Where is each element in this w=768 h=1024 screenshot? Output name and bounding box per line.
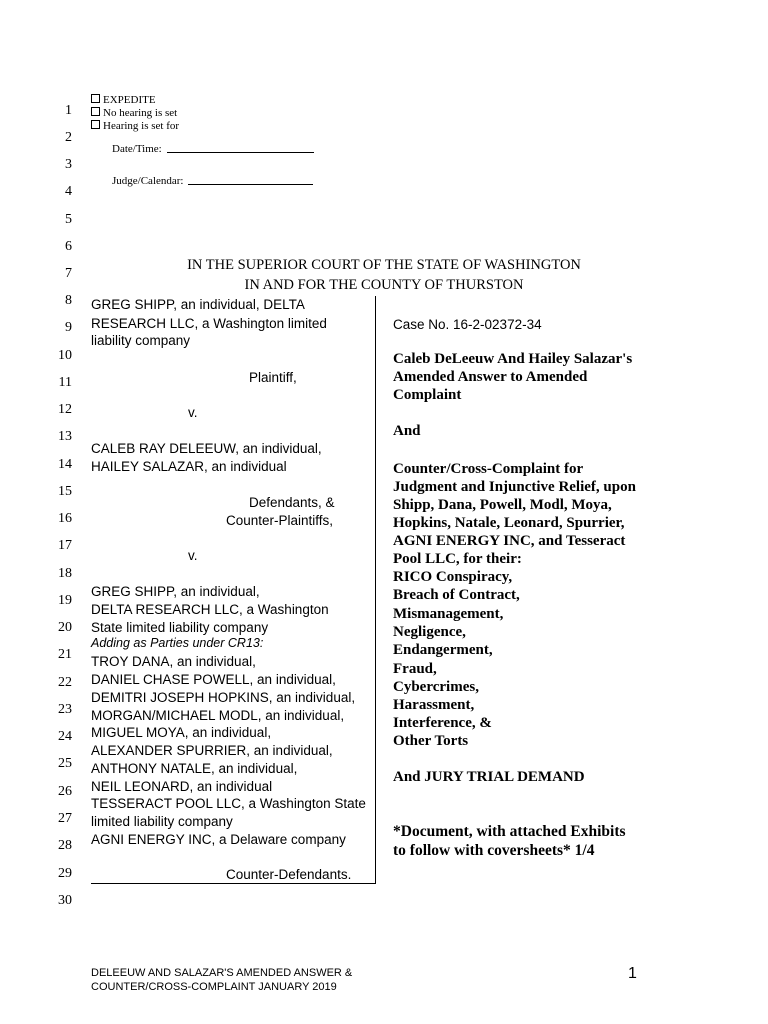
claims-line: Endangerment,	[393, 642, 493, 658]
counter-defendant-line: DEMITRI JOSEPH HOPKINS, an individual,	[91, 690, 356, 705]
line-number: 9	[65, 320, 72, 335]
counter-defendant-line: DELTA RESEARCH LLC, a Washington	[91, 602, 329, 617]
counter-defendant-line: AGNI ENERGY INC, a Delaware company	[91, 832, 346, 847]
claims-line: Hopkins, Natale, Leonard, Spurrier,	[393, 515, 625, 531]
checkbox-icon[interactable]	[91, 120, 100, 129]
line-number: 16	[58, 511, 72, 526]
date-time-field[interactable]	[112, 141, 314, 156]
counter-plaintiffs-label: Counter-Plaintiffs,	[226, 513, 334, 528]
line-number: 23	[58, 702, 72, 717]
and-label: And	[393, 423, 421, 439]
line-number: 20	[58, 620, 72, 635]
footer-title-line-1: DELEEUW AND SALAZAR'S AMENDED ANSWER &	[91, 967, 353, 979]
claims-line: Fraud,	[393, 661, 437, 677]
line-number: 12	[58, 402, 72, 417]
defendant-line: HAILEY SALAZAR, an individual	[91, 459, 287, 474]
hearing-set-option[interactable]	[91, 120, 179, 133]
claims-line: Negligence,	[393, 624, 466, 640]
counter-defendant-line: GREG SHIPP, an individual,	[91, 584, 260, 599]
claims-line: Pool LLC, for their:	[393, 551, 522, 567]
caption-vertical-rule	[375, 296, 376, 883]
line-number: 3	[65, 157, 72, 172]
line-number: 7	[65, 266, 72, 281]
claims-line: AGNI ENERGY INC, and Tesseract	[393, 533, 626, 549]
claims-line: Judgment and Injunctive Relief, upon	[393, 479, 636, 495]
no-hearing-label: No hearing is set	[103, 107, 178, 119]
claims-line: Cybercrimes,	[393, 679, 479, 695]
jury-demand: And JURY TRIAL DEMAND	[393, 769, 585, 785]
counter-defendants-label: Counter-Defendants.	[226, 867, 352, 882]
line-number: 8	[65, 293, 72, 308]
document-title-line: Amended Answer to Amended	[393, 369, 588, 385]
caption-bottom-rule	[91, 883, 376, 884]
counter-defendant-line: NEIL LEONARD, an individual	[91, 779, 273, 794]
no-hearing-option[interactable]	[91, 107, 177, 120]
line-number: 29	[58, 866, 72, 881]
counter-defendant-line: ANTHONY NATALE, an individual,	[91, 761, 298, 776]
claims-line: Shipp, Dana, Powell, Modl, Moya,	[393, 497, 612, 513]
date-time-label: Date/Time:	[112, 143, 162, 155]
page-number: 1	[628, 965, 637, 982]
plaintiff-line: liability company	[91, 333, 191, 348]
defendant-line: CALEB RAY DELEEUW, an individual,	[91, 441, 322, 456]
line-number: 11	[58, 375, 72, 390]
plaintiff-line: GREG SHIPP, an individual, DELTA	[91, 297, 305, 312]
line-number: 27	[58, 811, 72, 826]
counter-defendant-line: MIGUEL MOYA, an individual,	[91, 725, 272, 740]
judge-calendar-label: Judge/Calendar:	[112, 175, 184, 187]
versus-label: v.	[188, 405, 198, 420]
document-note-line: to follow with coversheets* 1/4	[393, 842, 595, 859]
plaintiff-label: Plaintiff,	[249, 370, 297, 385]
line-number: 14	[58, 457, 72, 472]
counter-defendant-line: TESSERACT POOL LLC, a Washington State	[91, 796, 366, 811]
line-number: 17	[58, 538, 72, 553]
counter-defendant-line: DANIEL CHASE POWELL, an individual,	[91, 672, 336, 687]
date-time-blank[interactable]	[167, 141, 314, 153]
line-number: 13	[58, 429, 72, 444]
judge-calendar-field[interactable]	[112, 173, 313, 188]
judge-calendar-blank[interactable]	[188, 173, 313, 185]
line-number: 4	[65, 184, 72, 199]
line-number: 28	[58, 838, 72, 853]
plaintiff-line: RESEARCH LLC, a Washington limited	[91, 316, 327, 331]
checkbox-icon[interactable]	[91, 94, 100, 103]
expedite-label: EXPEDITE	[103, 94, 156, 106]
line-number: 25	[58, 756, 72, 771]
counter-defendant-line: State limited liability company	[91, 620, 269, 635]
footer-title-line-2: COUNTER/CROSS-COMPLAINT JANUARY 2019	[91, 981, 337, 993]
line-number: 15	[58, 484, 72, 499]
defendants-label: Defendants, &	[249, 495, 335, 510]
line-number: 6	[65, 239, 72, 254]
line-number: 2	[65, 130, 72, 145]
claims-line: Other Torts	[393, 733, 469, 749]
line-number: 19	[58, 593, 72, 608]
court-heading-line-2: IN AND FOR THE COUNTY OF THURSTON	[244, 277, 524, 293]
line-number: 22	[58, 675, 72, 690]
counter-defendant-line: MORGAN/MICHAEL MODL, an individual,	[91, 708, 345, 723]
checkbox-icon[interactable]	[91, 107, 100, 116]
line-number: 21	[58, 647, 72, 662]
line-number: 30	[58, 893, 72, 908]
line-number: 24	[58, 729, 72, 744]
expedite-option[interactable]	[91, 94, 156, 107]
claims-line: Interference, &	[393, 715, 492, 731]
case-number: Case No. 16-2-02372-34	[393, 317, 542, 332]
line-number: 5	[65, 212, 72, 227]
claims-line: Mismanagement,	[393, 606, 504, 622]
claims-line: Breach of Contract,	[393, 587, 520, 603]
claims-line: RICO Conspiracy,	[393, 569, 513, 585]
counter-defendant-line: TROY DANA, an individual,	[91, 654, 256, 669]
counter-defendant-line: limited liability company	[91, 814, 233, 829]
versus-label: v.	[188, 548, 198, 563]
counter-defendant-line: ALEXANDER SPURRIER, an individual,	[91, 743, 333, 758]
court-heading-line-1: IN THE SUPERIOR COURT OF THE STATE OF WASHINGTON	[187, 257, 581, 273]
adding-parties-note: Adding as Parties under CR13:	[91, 636, 264, 650]
document-title-line: Caleb DeLeeuw And Hailey Salazar's	[393, 351, 633, 367]
line-number: 18	[58, 566, 72, 581]
line-number: 1	[65, 103, 72, 118]
line-number: 10	[58, 348, 72, 363]
document-note-line: *Document, with attached Exhibits	[393, 823, 626, 840]
line-number: 26	[58, 784, 72, 799]
claims-line: Counter/Cross-Complaint for	[393, 461, 584, 477]
claims-line: Harassment,	[393, 697, 475, 713]
hearing-set-label: Hearing is set for	[103, 120, 180, 132]
document-title-line: Complaint	[393, 387, 462, 403]
